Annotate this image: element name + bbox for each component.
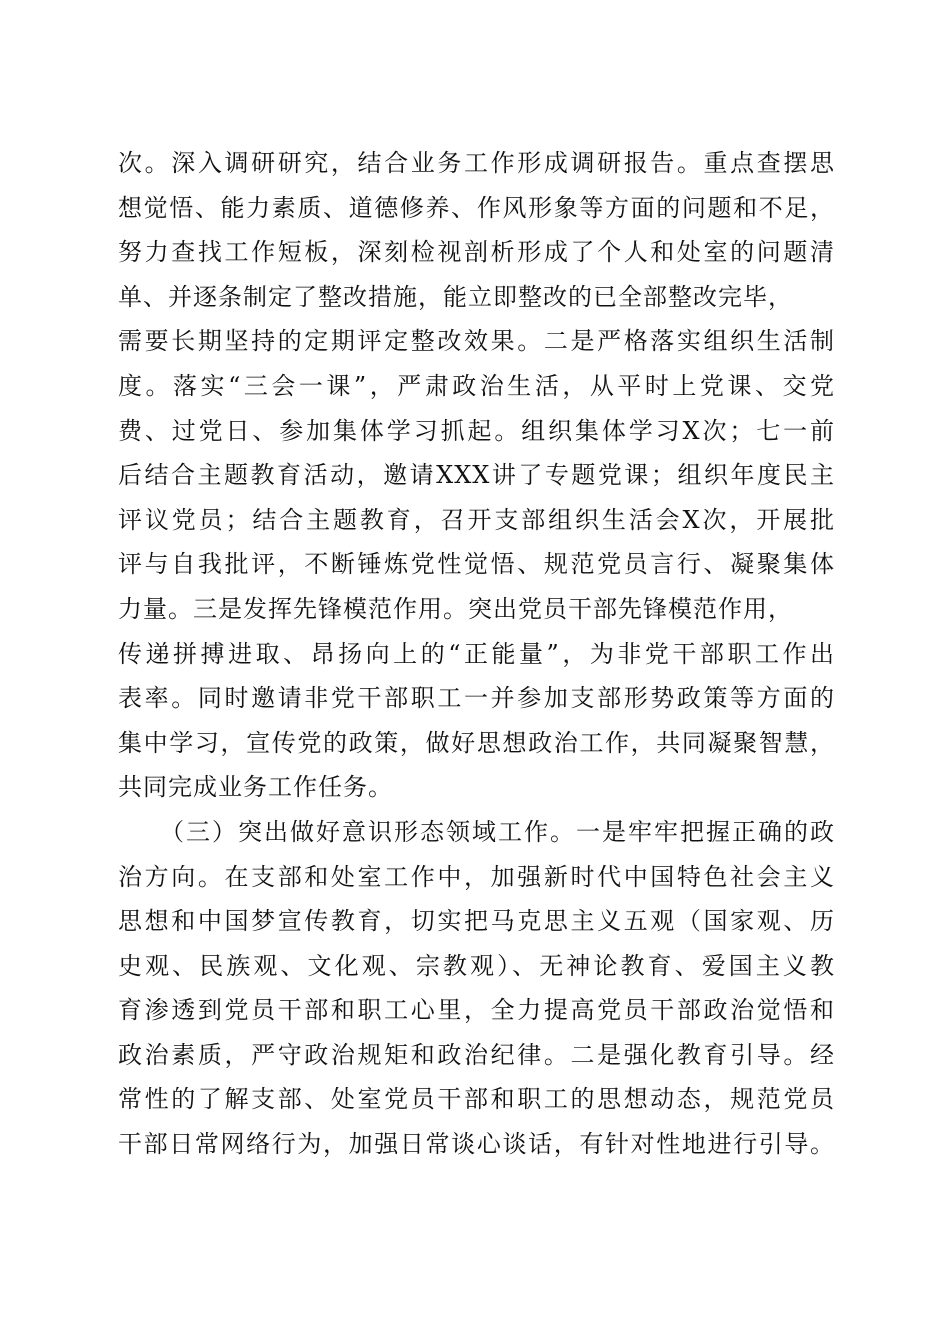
section-heading-line: （三）突出做好意识形态领域工作。一是牢牢把握正确的政 — [160, 817, 835, 846]
text-line: 努力查找工作短板，深刻检视剖析形成了个人和处室的问题清 — [118, 238, 835, 267]
text-line: 次。深入调研研究，结合业务工作形成调研报告。重点查摆思 — [118, 149, 835, 177]
text-line: 后结合主题教育活动，邀请XXX讲了专题党课；组织年度民主 — [118, 461, 835, 490]
paragraph — [118, 810, 835, 1167]
text-line: 力量。三是发挥先锋模范作用。突出党员干部先锋模范作用， — [118, 594, 793, 623]
text-line: 单、并逐条制定了整改措施，能立即整改的已全部整改完毕， — [118, 282, 793, 311]
text-line: 想觉悟、能力素质、道德修养、作风形象等方面的问题和不足， — [118, 193, 835, 222]
text-line: 表率。同时邀请非党干部职工一并参加支部形势政策等方面的 — [118, 684, 835, 713]
body-text — [118, 141, 835, 1167]
text-line: 治方向。在支部和处室工作中，加强新时代中国特色社会主义 — [118, 862, 835, 891]
text-line: 政治素质，严守政治规矩和政治纪律。二是强化教育引导。经 — [118, 1040, 835, 1069]
text-line: 思想和中国梦宣传教育，切实把马克思主义五观（国家观、历 — [118, 907, 835, 936]
text-line: 需要长期坚持的定期评定整改效果。二是严格落实组织生活制 — [118, 327, 835, 356]
text-line: 度。落实“三会一课”，严肃政治生活，从平时上党课、交党 — [118, 371, 835, 400]
text-line: 费、过党日、参加集体学习抓起。组织集体学习X次；七一前 — [118, 416, 835, 445]
text-line: 史观、民族观、文化观、宗教观）、无神论教育、爱国主义教 — [118, 951, 835, 980]
text-line: 干部日常网络行为，加强日常谈心谈话，有针对性地进行引导。 — [118, 1130, 835, 1159]
text-line: 传递拼搏进取、昂扬向上的“正能量”，为非党干部职工作出 — [118, 639, 835, 668]
text-line: 共同完成业务工作任务。 — [118, 773, 393, 802]
text-line: 评与自我批评，不断锤炼党性觉悟、规范党员言行、凝聚集体 — [118, 550, 835, 579]
text-line: 评议党员；结合主题教育，召开支部组织生活会X次，开展批 — [118, 505, 835, 534]
text-line: 育渗透到党员干部和职工心里，全力提高党员干部政治觉悟和 — [118, 996, 835, 1025]
text-line: 常性的了解支部、处室党员干部和职工的思想动态，规范党员 — [118, 1085, 835, 1114]
text-line: 集中学习，宣传党的政策，做好思想政治工作，共同凝聚智慧， — [118, 728, 835, 757]
paragraph — [118, 141, 835, 810]
